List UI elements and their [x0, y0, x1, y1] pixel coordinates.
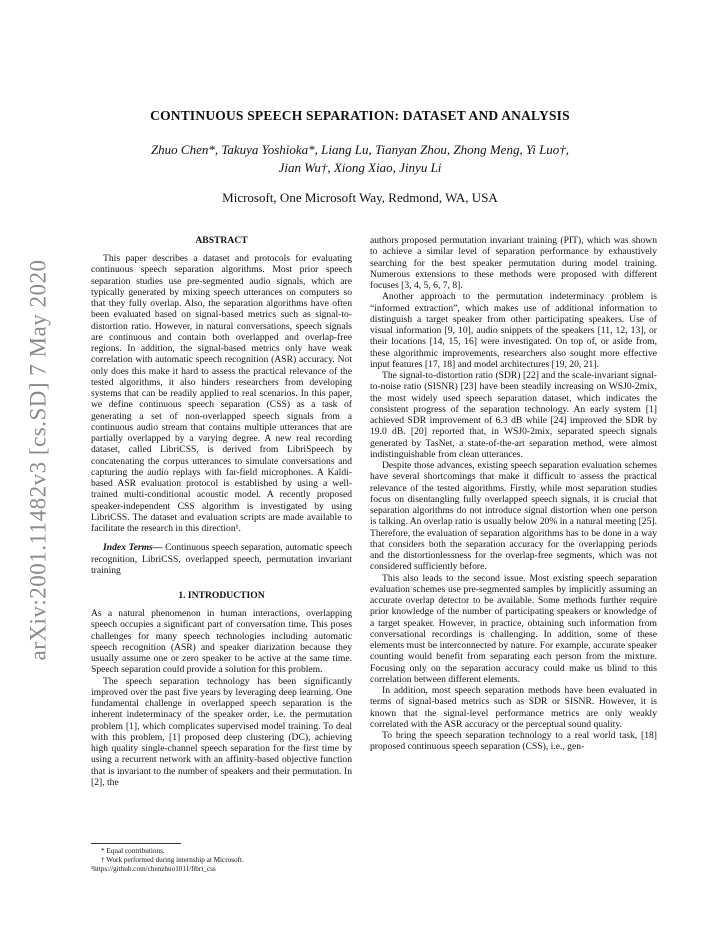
- footnote-internship: † Work performed during internship at Microsoft.: [101, 856, 244, 864]
- right-paragraph-6: In addition, most speech separation methods have been evaluated in terms of signal-based metrics such as SDR or SISNR. However, it is known that the signal-level performance metrics are only weakly correlated with the ASR accuracy or the perceptual sound quality.: [370, 685, 657, 730]
- right-paragraph-4: Despite those advances, existing speech separation evaluation schemes have several shortcomings that make it difficult to assess the practical relevance of the tested algorithms. Firstly, while most separation studies focus on disentangling fully overlapped speech signals, it is crucial that separation algorithms do not introduce signal distortion when one person is talking. An overlap ratio is usually below 20% in a natural meeting [25]. Therefore, the evaluation of separation algorithms has to be done in a way that considers both the separation accuracy for the overlapping periods and the distortionlessness for the overlap-free segments, which was not considered sufficiently before.: [370, 460, 657, 573]
- abstract-heading: ABSTRACT: [195, 235, 248, 246]
- right-paragraph-1: authors proposed permutation invariant training (PIT), which was shown to achieve a similar level of separation performance by exhaustively searching for the best speaker permutation during model training. Numerous extensions to these methods were proposed with different focuses [3, 4, 5, 6, 7, 8].: [370, 235, 657, 291]
- left-column: [91, 235, 352, 788]
- authors-line-1: Zhuo Chen*, Takuya Yoshioka*, Liang Lu, Tianyan Zhou, Zhong Meng, Yi Luo†,: [150, 142, 570, 157]
- right-paragraph-2: Another approach to the permutation indeterminacy problem is “informed extraction”, which makes use of additional information to distinguish a target speaker from other participating speakers. Use of visual information [9, 10], audio snippets of the speakers [11, 12, 13], or their locations [14, 15, 16] were investigated. On top of, or aside from, these algorithmic improvements, researchers also sought more effective input features [17, 18] and model architectures [19, 20, 21].: [370, 291, 657, 370]
- intro-paragraph-2: The speech separation technology has been significantly improved over the past five years by leveraging deep learning. One fundamental challenge in overlapped speech separation is the inherent indeterminacy of the speaker order, i.e. the permutation problem [1], which complicates supervised model training. To deal with this problem, [1] proposed deep clustering (DC), achieving high quality single-channel speech separation for the first time by using a recurrent network with an affinity-based objective function that is invariant to the number of speakers and their permutation. In [2], the: [91, 675, 352, 788]
- footnote-rule: [91, 843, 181, 844]
- abstract-text: This paper describes a dataset and protocols for evaluating continuous speech separation algorithms. Most prior speech separation studies use pre-segmented audio signals, which are typically generated by mixing speech utterances on computers so that they fully overlap. Also, the separation algorithms have often been evaluated based on signal-based metrics such as signal-to-distortion ratio. However, in natural conversations, speech signals are continuous and contain both overlapped and overlap-free regions. In addition, the signal-based metrics only have weak correlation with automatic speech recognition (ASR) accuracy. Not only does this make it hard to assess the practical relevance of the tested algorithms, it also hinders researchers from developing systems that can be readily applied to real scenarios. In this paper, we define continuous speech separation (CSS) as a task of generating a set of non-overlapped speech signals from a continuous audio stream that contains multiple utterances that are partially overlapped by a varying degree. A new real recording dataset, called LibriCSS, is derived from LibriSpeech by concatenating the corpus utterances to simulate conversations and capturing the audio replays with far-field microphones. A Kaldi-based ASR evaluation protocol is established by using a well-trained multi-conditional acoustic model. A recently proposed speaker-independent CSS algorithm is investigated by using LibriCSS. The dataset and evaluation scripts are made available to facilitate the research in this direction¹.: [91, 253, 352, 534]
- footnotes: [91, 843, 352, 874]
- authors-line-2: Jian Wu†, Xiong Xiao, Jinyu Li: [278, 160, 442, 175]
- arxiv-stamp: [20, 250, 56, 670]
- affiliation: Microsoft, One Microsoft Way, Redmond, WA, USA: [222, 190, 498, 205]
- right-paragraph-3: The signal-to-distortion ratio (SDR) [22] and the scale-invariant signal-to-noise ratio (SISNR) [23] have been steadily increasing on WSJ0-2mix, the most widely used speech separation dataset, which indicates the consistent progress of the separation technology. An early system [1] achieved SDR improvement of 6.3 dB while [24] improved the SDR by 19.0 dB. [20] reported that, in WSJ0-2mix, separated speech signals generated by TasNet, a state-of-the-art separation method, were almost indistinguishable from clean utterances.: [370, 370, 657, 460]
- index-terms: [91, 542, 352, 576]
- author-list: [80, 141, 640, 177]
- footnote-equal: * Equal contributions.: [101, 847, 165, 855]
- paper-title: CONTINUOUS SPEECH SEPARATION: DATASET AND ANALYSIS: [150, 108, 570, 123]
- right-column: [370, 235, 657, 753]
- right-paragraph-7: To bring the speech separation technology to a real world task, [18] proposed continuous speech separation (CSS), i.e., gen-: [370, 730, 657, 753]
- index-terms-text: Continuous speech separation, automatic speech recognition, LibriCSS, overlapped speech, permutation invariant training: [91, 542, 352, 576]
- intro-paragraph-1: As a natural phenomenon in human interactions, overlapping speech occupies a significant part of conversation time. This poses challenges for many speech technologies including automatic speech recognition (ASR) and speaker diarization because they usually assume one or zero speaker to be active at the same time. Speech separation could provide a solution for this problem.: [91, 608, 352, 676]
- right-paragraph-5: This also leads to the second issue. Most existing speech separation evaluation schemes use pre-segmented samples by implicitly assuming an accurate overlap detector to be available. Some methods further require prior knowledge of the number of participating speakers or knowledge of a target speaker. However, in practice, obtaining such information from conversational recordings is challenging. In addition, some of these elements must be interconnected by nature. For example, accurate speaker counting would benefit from separating each person from the mixture. Focusing only on the separation accuracy could make us blind to this correlation between different elements.: [370, 572, 657, 685]
- intro-heading: 1. INTRODUCTION: [178, 590, 265, 601]
- footnote-url[interactable]: ¹https://github.com/chenzhuo1011/libri_css: [91, 865, 216, 873]
- index-terms-label: Index Terms—: [103, 542, 163, 554]
- arxiv-id: arXiv:2001.11482v3 [cs.SD] 7 May 2020: [25, 259, 51, 661]
